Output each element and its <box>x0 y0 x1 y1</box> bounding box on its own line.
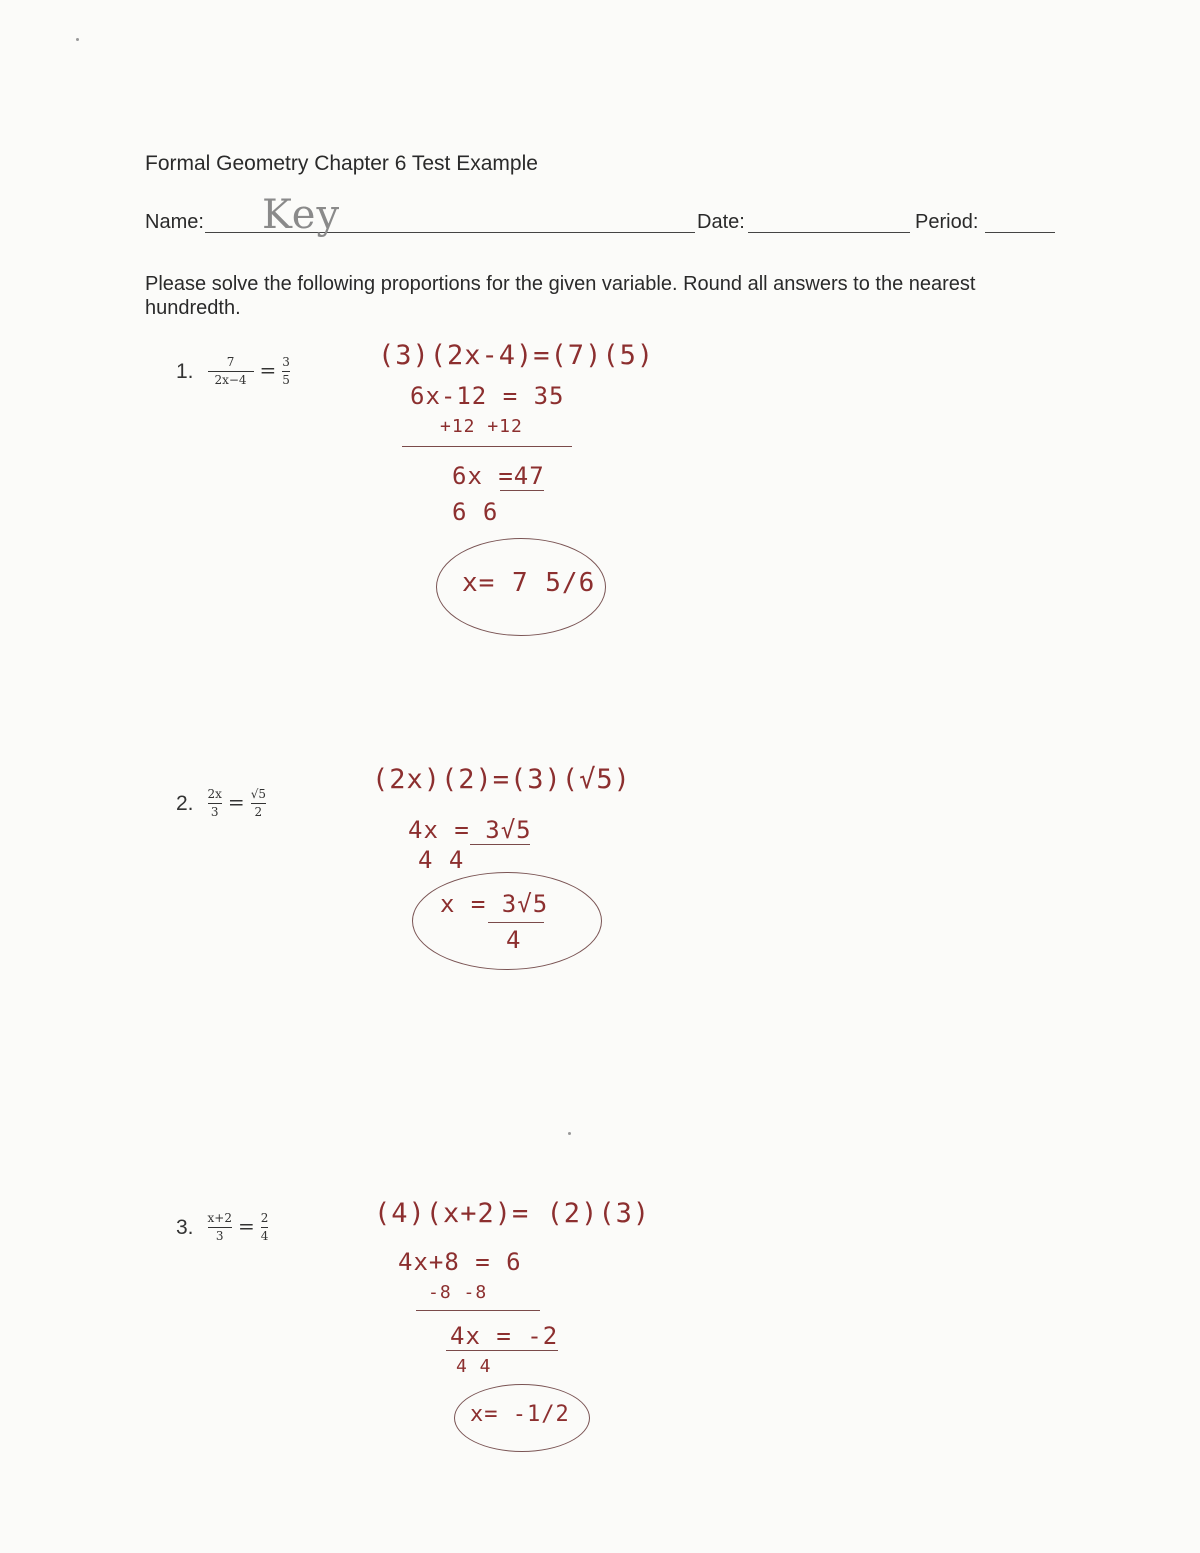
answer-1: x= 7 5/6 <box>462 568 596 598</box>
denominator: 2 <box>254 805 263 819</box>
denominator: 3 <box>210 805 219 819</box>
work-3-line-1: (4)(x+2)= (2)(3) <box>374 1198 651 1229</box>
work-2-fraction-bar <box>470 844 530 845</box>
numerator: x+2 <box>207 1211 232 1225</box>
numerator: 7 <box>226 355 235 369</box>
scan-speck <box>76 38 79 41</box>
work-1-fraction-bar <box>500 490 544 491</box>
work-3-divider <box>416 1310 540 1311</box>
left-fraction <box>208 788 222 819</box>
numerator: 3 <box>282 355 290 369</box>
left-fraction <box>208 1212 232 1243</box>
name-label: Name: <box>145 211 204 233</box>
problem-number: 2. <box>176 791 194 815</box>
answer-3: x= -1/2 <box>470 1402 570 1427</box>
denominator: 4 <box>260 1229 269 1243</box>
right-fraction <box>251 788 266 819</box>
work-3-line-3: -8 -8 <box>428 1282 488 1303</box>
work-1-line-4: 6x =47 <box>452 462 545 490</box>
work-1-line-2: 6x-12 = 35 <box>410 382 565 410</box>
denominator: 3 <box>215 1229 224 1243</box>
work-3-fraction-bar <box>446 1350 558 1351</box>
scan-speck <box>568 1132 571 1135</box>
page-title: Formal Geometry Chapter 6 Test Example <box>145 152 538 175</box>
period-line <box>985 232 1055 233</box>
work-1-divider <box>402 446 572 447</box>
work-3-line-4: 4x = -2 <box>450 1322 559 1350</box>
date-label: Date: <box>697 211 745 233</box>
instructions: Please solve the following proportions for the given variable. Round all answers to the nearest hundredth. <box>145 273 976 319</box>
period-label: Period: <box>915 211 979 233</box>
problem-number: 1. <box>176 359 194 383</box>
work-3-line-2: 4x+8 = 6 <box>398 1248 522 1276</box>
answer-2-circle <box>412 872 602 970</box>
work-2-line-3: 4 4 <box>418 846 465 874</box>
work-2-line-1: (2x)(2)=(3)(√5) <box>372 764 631 795</box>
work-1-line-3: +12 +12 <box>440 416 523 437</box>
denominator: 2x−4 <box>214 373 247 387</box>
denominator: 5 <box>282 373 290 387</box>
problem-2 <box>176 788 266 819</box>
equals-sign: = <box>259 357 277 382</box>
date-line <box>748 232 910 233</box>
work-1-line-1: (3)(2x-4)=(7)(5) <box>378 340 655 371</box>
left-fraction <box>208 356 254 387</box>
answer-2-bottom: 4 <box>506 926 522 954</box>
answer-2-fraction-bar <box>488 922 544 923</box>
right-fraction <box>282 356 290 387</box>
numerator: √5 <box>250 787 266 801</box>
work-1-line-5: 6 6 <box>452 498 499 526</box>
problem-3 <box>176 1212 268 1243</box>
equals-sign: = <box>227 789 245 814</box>
name-value-handwritten: Key <box>262 192 341 238</box>
numerator: 2 <box>260 1211 269 1225</box>
equals-sign: = <box>237 1213 255 1238</box>
work-2-line-2: 4x = 3√5 <box>408 816 532 844</box>
numerator: 2x <box>207 787 222 801</box>
problem-number: 3. <box>176 1215 194 1239</box>
problem-1 <box>176 356 290 387</box>
right-fraction <box>261 1212 269 1243</box>
work-3-line-5: 4 4 <box>456 1356 492 1377</box>
answer-2-top: x = 3√5 <box>440 890 549 918</box>
